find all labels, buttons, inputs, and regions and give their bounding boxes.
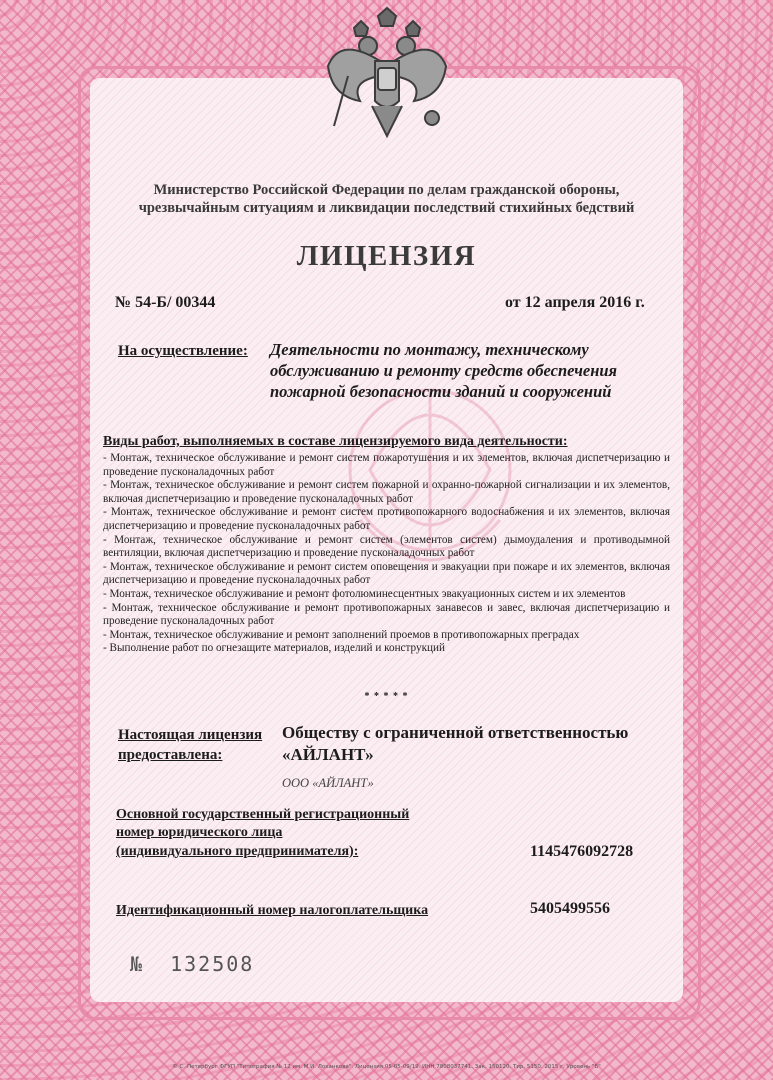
inn-value: 5405499556 bbox=[530, 900, 610, 917]
activity-line-1: Деятельности по монтажу, техническому bbox=[270, 340, 589, 359]
ogrn-label-line-3: (индивидуального предпринимателя): bbox=[116, 844, 359, 859]
ogrn-label-line-2: номер юридического лица bbox=[116, 825, 283, 840]
ministry-line-1: Министерство Российской Федерации по делам гражданской обороны, bbox=[153, 182, 620, 198]
grantee-name-line-1: Обществу с ограниченной ответственностью bbox=[282, 723, 629, 742]
printer-imprint: © С.-Петербург ФГУП "Типография № 12 им. М.И. Лоханкова". Лицензия 05-05-09/19. ИНН 7808037741. Зак. 150120. Тир. 5150. 2015 г. Уровень "Б" bbox=[172, 1064, 601, 1070]
ogrn-label-line-1: Основной государственный регистрационный bbox=[116, 807, 410, 822]
works-item: - Монтаж, техническое обслуживание и ремонт систем пожарной и охранно-пожарной сигнализации и их элементов, включая диспетчеризацию и проведение пусконаладочных работ bbox=[103, 479, 670, 505]
works-item: - Монтаж, техническое обслуживание и ремонт противопожарных занавесов и завес, включая диспетчеризацию и проведение пусконаладочных работ bbox=[103, 601, 670, 628]
inn-label: Идентификационный номер налогоплательщика bbox=[116, 903, 429, 918]
document-title: ЛИЦЕНЗИЯ bbox=[296, 240, 477, 272]
works-separator: * * * * * bbox=[364, 691, 409, 702]
works-item: - Монтаж, техническое обслуживание и ремонт систем оповещения и эвакуации при пожаре и их элементов, включая диспетчеризацию и проведение пусконаладочных работ bbox=[103, 560, 670, 587]
grantee-name-line-2: «АЙЛАНТ» bbox=[282, 745, 374, 764]
blank-number bbox=[130, 952, 254, 976]
works-item: - Монтаж, техническое обслуживание и ремонт систем (элементов систем) дымоудаления и противодымной вентиляции, включая диспетчеризацию и проведение пусконаладочных работ bbox=[103, 533, 670, 560]
license-number: № 54-Б/ 00344 bbox=[115, 294, 216, 311]
activity-line-2: обслуживанию и ремонту средств обеспечения bbox=[270, 361, 618, 380]
coat-of-arms-emblem bbox=[320, 6, 454, 144]
grantee-label-line-2: предоставлена: bbox=[118, 747, 223, 763]
activity-line-3: пожарной безопасности зданий и сооружений bbox=[270, 382, 612, 401]
blank-number-prefix: № bbox=[130, 952, 145, 976]
works-item: - Монтаж, техническое обслуживание и ремонт систем противопожарного водоснабжения и их элементов, включая диспетчеризацию и проведение пусконаладочных работ bbox=[103, 506, 670, 532]
works-item: - Монтаж, техническое обслуживание и ремонт фотолюминесцентных эвакуационных систем и их элементов bbox=[103, 587, 626, 600]
works-item: - Монтаж, техническое обслуживание и ремонт заполнений проемов в противопожарных преградах bbox=[103, 628, 580, 641]
works-heading: Виды работ, выполняемых в составе лицензируемого вида деятельности: bbox=[103, 434, 568, 449]
works-item: - Выполнение работ по огнезащите материалов, изделий и конструкций bbox=[103, 642, 445, 655]
grantee-short-name: ООО «АЙЛАНТ» bbox=[282, 776, 374, 790]
license-date: от 12 апреля 2016 г. bbox=[505, 294, 645, 311]
ministry-line-2: чрезвычайным ситуациям и ликвидации последствий стихийных бедствий bbox=[138, 200, 635, 216]
activity-label: На осуществление: bbox=[118, 343, 248, 359]
grantee-label-line-1: Настоящая лицензия bbox=[118, 727, 263, 743]
works-item: - Монтаж, техническое обслуживание и ремонт систем пожаротушения и их элементов, включая диспетчеризацию и проведение пусконаладочных работ bbox=[103, 452, 670, 478]
works-list bbox=[103, 452, 670, 656]
ogrn-value: 1145476092728 bbox=[530, 843, 634, 860]
blank-number-value: 132508 bbox=[170, 952, 255, 976]
